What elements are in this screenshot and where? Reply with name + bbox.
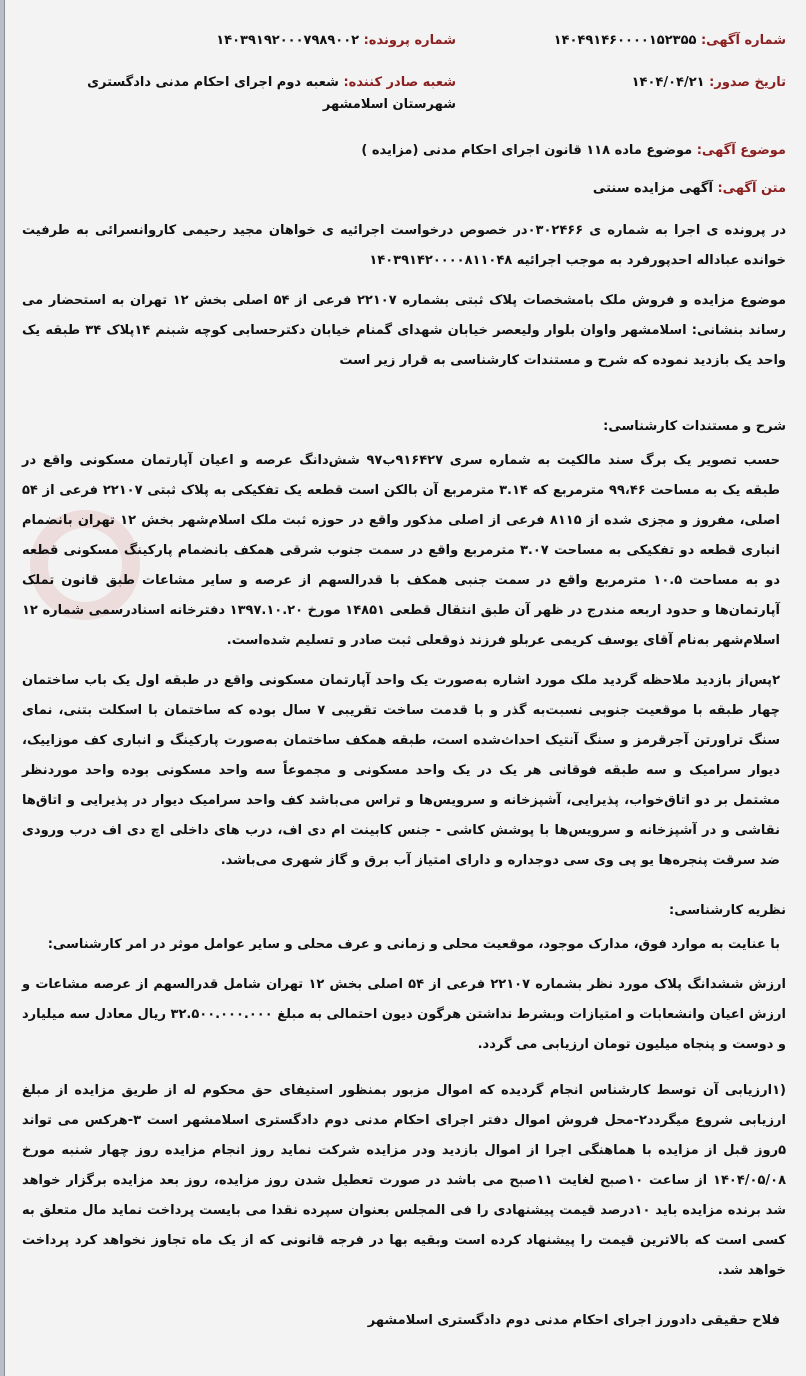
subject-value: موضوع ماده ۱۱۸ قانون اجرای احکام مدنی (مزایده ) bbox=[361, 143, 693, 158]
heading-expert-documents: شرح و مستندات کارشناسی: bbox=[603, 419, 786, 434]
ad-number-field bbox=[456, 30, 786, 52]
paragraph-deed-description: حسب تصویر یک برگ سند مالکیت به شماره سری ۹۱۶۴۲۷ب۹۷ شش‌دانگ عرصه و اعیان آپارتمان مسکونی واقع در طبقه یک به مساحت ۹۹،۴۶ مترمربع که ۳.۱۴ مترمربع آن بالکن است قطعه یک تفکیکی به پلاک ثبتی ۲۲۱۰۷ فرعی از ۵۴ اصلی، مفروز و مجزی شده از ۸۱۱۵ فرعی از اصلی مذکور واقع در حوزه ثبت ملک اسلام‌شهر بخش ۱۲ تهران بانضمام انباری قطعه دو تفکیکی به مساحت ۳.۰۷ مترمربع واقع در سمت جنوب شرقی همکف بانضمام پارکینگ مسکونی قطعه دو به مساحت ۱۰.۵ مترمربع واقع در سمت جنبی همکف با قدرالسهم از عرصه و سایر مشاعات طبق قانون تملک آپارتمان‌ها و حدود اربعه مندرج در ظهر آن طبق انتقال قطعی ۱۴۸۵۱ مورخ ۱۳۹۷.۱۰.۲۰ دفترخانه اسنادرسمی شماره ۱۲ اسلام‌شهر به‌نام آقای یوسف کریمی عربلو فرزند ذوقعلی ثبت صادر و تسلیم شده‌است. bbox=[22, 453, 781, 648]
header-row-numbers bbox=[22, 30, 786, 52]
paragraph-considerations: با عنایت به موارد فوق، مدارک موجود، موقعیت محلی و زمانی و عرف محلی و سایر عوامل موثر در امر کارشناسی: bbox=[47, 937, 780, 952]
issue-date-label: تاریخ صدور: bbox=[709, 75, 786, 90]
header-row-issue bbox=[22, 72, 786, 116]
subject-field bbox=[22, 140, 786, 162]
issuer-field bbox=[22, 72, 456, 116]
paragraph-auction-subject: موضوع مزایده و فروش ملک بامشخصات پلاک ثبتی بشماره ۲۲۱۰۷ فرعی از ۵۴ اصلی بخش ۱۲ تهران به استحضار می رساند بنشانی: اسلامشهر واوان بلوار ولیعصر خیابان شهدای گمنام خیابان دکترحسابی کوچه شبنم ۱۴پلاک ۳۴ طبقه یک واحد یک بازدید نموده که شرح و مستندات کارشناسی به قرار زیر است bbox=[22, 293, 786, 368]
paragraph-valuation: ارزش ششدانگ پلاک مورد نظر بشماره ۲۲۱۰۷ فرعی از ۵۴ اصلی بخش ۱۲ تهران شامل قدرالسهم از عرصه مشاعات و ارزش اعیان وانشعابات و امتیازات وبشرط نداشتن هرگون دیون احتمالی به مبلغ ۳۲.۵۰۰.۰۰۰.۰۰۰ ریال معادل سه میلیارد و دوست و پنجاه میلیون تومان ارزیابی می گردد. bbox=[22, 977, 787, 1052]
text-title: آگهی مزایده سنتی bbox=[592, 181, 713, 196]
signature: فلاح حقیقی دادورز اجرای احکام مدنی دوم دادگستری اسلامشهر bbox=[367, 1313, 780, 1328]
heading-expert-opinion: نظریه کارشناسی: bbox=[669, 903, 786, 918]
case-number-value: ۱۴۰۳۹۱۹۲۰۰۰۷۹۸۹۰۰۲ bbox=[216, 33, 360, 48]
text-label: متن آگهی: bbox=[717, 181, 786, 196]
paragraph-case-intro: در پرونده ی اجرا به شماره ی ۰۳۰۲۴۶۶در خصوص درخواست اجرائیه ی خواهان مجید رحیمی کاروانسرائی به طرفیت خوانده عباداله احدپورفرد به موجب اجرائیه ۱۴۰۳۹۱۴۲۰۰۰۰۸۱۱۰۴۸ bbox=[22, 223, 786, 268]
case-number-field bbox=[22, 30, 456, 52]
ad-number-label: شماره آگهی: bbox=[700, 33, 786, 48]
paragraph-auction-terms: (۱ارزیابی آن توسط کارشناس انجام گردیده که اموال مزبور بمنظور استیفای حق محکوم له از طریق مزایده از مبلغ ارزیابی شروع میگردد۲-محل فروش اموال دفتر اجرای احکام مدنی دوم دادگستری اسلامشهر است ۳-هرکس می تواند ۵روز قبل از مزایده با هماهنگی اجرا از اموال بازدید ودر مزایده شرکت نماید روز انجام مزایده روز چهار شنبه مورخ ۱۴۰۴/۰۵/۰۸ از ساعت ۱۰صبح لغایت ۱۱صبح می باشد در صورت تعطیل شدن روز مزایده، روز بعد مزایده برگزار خواهد شد برنده مزایده باید ۱۰درصد قیمت پیشنهادی را فی المجلس بعنوان سپرده نقدا می بایست پرداخت نماید مال متعلق به کسی است که بالاترین قیمت را پیشنهاد کرده است وبقیه بها در فرجه قانونی که از یک ماه تجاوز نخواهد کرد پرداخت خواهد شد. bbox=[22, 1083, 787, 1278]
issue-date-value: ۱۴۰۴/۰۴/۲۱ bbox=[631, 75, 705, 90]
issuer-value: شعبه دوم اجرای احکام مدنی دادگستری شهرستان اسلامشهر bbox=[87, 75, 456, 112]
case-number-label: شماره پرونده: bbox=[363, 33, 456, 48]
ad-number-value: ۱۴۰۴۹۱۴۶۰۰۰۰۱۵۲۳۵۵ bbox=[553, 33, 697, 48]
paragraph-visit-description: ۲پس‌از بازدید ملاحظه گردید ملک مورد اشاره به‌صورت یک واحد آپارتمان مسکونی واقع در طبقه اول یک باب ساختمان چهار طبقه با موقعیت جنوبی نسبت‌به گذر و با قدمت ساخت تقریبی ۷ سال بوده که ساختمان با اسکلت بتنی، نمای سنگ تراورتن آجرقرمز و سنگ آنتیک احداث‌شده است، طبقه همکف ساختمان به‌صورت پارکینگ و انباری کف موزاییک، دیوار سرامیک و سه طبقه فوقانی هر یک در یک واحد مسکونی و مجموعاً سه واحد مسکونی بوده واحد موردنظر مشتمل بر دو اتاق‌خواب، پذیرایی، آشپزخانه و سرویس‌ها و تراس می‌باشد کف واحد سرامیک دیوار در پذیرایی و اتاق‌ها نقاشی و در آشپزخانه و سرویس‌ها با پوشش کاشی - جنس کابینت ام دی اف، درب های داخلی اچ دی اف درب ورودی ضد سرقت پنجره‌ها یو پی وی سی دوجداره و دارای امتیاز آب برق و گاز شهری می‌باشد. bbox=[22, 673, 780, 868]
subject-label: موضوع آگهی: bbox=[696, 143, 786, 158]
text-title-field bbox=[22, 178, 786, 200]
issue-date-field bbox=[456, 72, 786, 116]
issuer-label: شعبه صادر کننده: bbox=[343, 75, 456, 90]
